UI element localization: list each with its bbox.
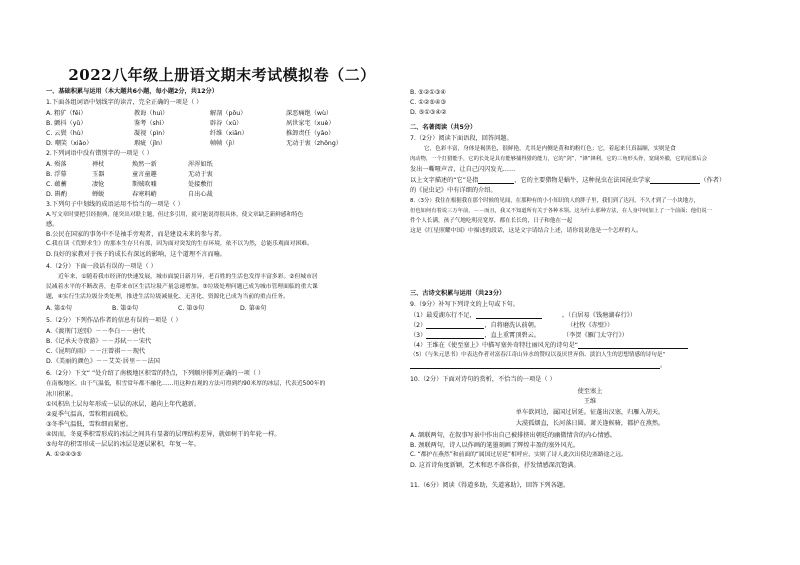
q9-line-3-verse: ，直上重霄顶碧云。 [484,332,540,339]
q1-option-d1: D. 嘲笑（xiǎo） [46,140,93,147]
section-2-heading: 二、名著阅读（共5分） [410,124,477,131]
q4-option-d: D. 第④句 [240,305,267,312]
q9-blank-3[interactable] [426,332,484,339]
q3-option-d: D.良好的家教对于孩子的成长有深远的影响，这个道理不言而喻。 [46,251,226,258]
q11-stem: 11.（6分）阅读《得道多助，失道寡助》，回答下列各题。 [410,482,570,489]
q9-stem: 9.（9分）补写下列诗文的上句或下句。 [410,301,519,308]
q6-item-2: ②夏季气温高，雪粒粗而疏松。 [46,411,132,418]
q6-item-1: ①风积出土层每年形成一层层的冰层，越向上年代越新。 [46,401,201,408]
q1-option-a1: A. 粗犷（fěi） [46,110,87,117]
q4-option-a: A. 第①句 [46,305,72,312]
q9-line-4-text: （4）王维在《使至塞上》中描写塞外奇特壮丽风光的诗句是“ [410,342,579,349]
q2-d3: 春寒料峭 [132,191,157,198]
q9-blank-5[interactable] [410,362,660,369]
q9-line-6 [410,362,666,369]
section-1-heading: 一、基础积累与运用（本大题共6小题，每小题2分，共12分） [46,88,218,95]
q2-b1: B. 浮幕 [46,171,67,178]
q2-stem: 2.下列词语中没有错别字的一项是（ ） [46,150,153,157]
q5-stem: 5.（2分）下列作品作者的信息有误的一项是（ ） [46,317,182,324]
q2-b4: 无动于衷 [188,171,213,178]
poem-author: 王维 [583,398,597,405]
q9-blank-4[interactable] [578,342,688,349]
q9-line-6-end: 。 [660,362,667,369]
q1-option-b4: 夙世家宅（xuè） [286,120,335,127]
q9-line-1-source: 。（白居易《钱塘湖春行》） [561,312,637,319]
q5-option-d: D.《美丽的颜色》－－艾芙·居里－－法国 [46,358,160,365]
q2-c3: 斯贼吹嘘 [132,181,157,188]
q6-passage-2: 冰川积累。 [46,391,77,398]
q3-stem: 3.下列句子中划线的成语运用不恰当的一项是（ ） [46,201,184,208]
q2-a3: 焕然一新 [132,161,157,168]
q6-option-c: C. ①②⑤④③ [410,99,446,106]
q2-c4: 处接敷衍 [188,181,213,188]
q2-a1: A. 殒落 [46,161,67,168]
q9-blank-1[interactable] [476,312,542,319]
q1-option-d4: 无动于衷（zhōng） [286,140,342,147]
q9-line-2-verse: ，自将磨洗认前朝。 [484,322,540,329]
q6-item-3: ③冬季气温低，雪粒细而紧密。 [46,421,132,428]
page-title: 2022八年级上册语文期末考试模拟卷（二） [68,66,376,84]
q2-b2: 玉器 [92,171,105,178]
poem-verse-2: 大漠孤烟直，长河落日圆。萧关逢候骑，都护在燕然。 [515,420,665,427]
q1-option-b3: 辟谷（xū） [210,120,243,127]
q1-option-c2: 凝视（pìn） [134,130,169,137]
q1-option-b1: B. 颤抖（yǔ） [46,120,87,127]
q6-option-d: D. ⑤①③④② [410,109,447,116]
q10-option-a: A. 颔联两句，在叙事写景中作出自己被排挤出朝廷的幽微情含的内心情感。 [410,432,617,439]
q9-line-1-text: （1）最爱湖东行不足， [410,312,476,319]
q4-passage-2: 民减着水平的不断改善，也带来市区生活垃圾产量急速增加。③垃圾处理问题已成为城市管理面临的重大课 [46,284,318,290]
q9-line-1 [410,312,636,319]
q9-line-2-source: （杜牧《赤壁》） [570,322,614,329]
q1-option-a2: 教诲（huì） [134,110,169,117]
q2-d2: 蝉蜕 [92,191,105,198]
q4-option-b: B. 第②句 [112,305,139,312]
q8-line-2: 但也如何有着说三万年前，－－而且，我又不知道所有关于各种本领。这为什么那种方法，在人身中间加上了一个前面；他们说一 [410,208,712,214]
q3-option-c: C.我在读《荒野求生》的那本生存只有那，因为面对突发的生存环境，依不以为然，总能乐观面对困难。 [46,241,313,247]
q7-question-text-3: （作者） [700,177,726,184]
q4-passage-1: 近年来，①随着我市经济的快速发展，城市面貌日新月异，老百姓的生活也发得丰富多彩。②但城市居 [58,274,318,280]
q2-d4: 自出心裁 [188,191,213,198]
q7-blank-1[interactable] [478,177,514,184]
q1-option-d3: 帧帧（jì） [210,140,239,147]
q2-c1: C. 蕴蓄 [46,181,67,188]
q4-option-c: C. 第③句 [178,305,205,312]
q10-stem: 10.（2分）下面对诗句的赏析，不恰当的一项是（ ） [410,376,556,383]
q6-passage-1: 在南极地区，由于气温低，积雪常年都不融化……用这种直观的方法可得到约90米厚的冰层，代表近500年的 [46,381,326,387]
q6-option-a: A. ①②④③⑤ [46,451,82,458]
q2-a4: 浑浑如纸 [188,161,213,168]
section-3-heading: 三、古诗文积累与运用（共23分） [410,290,506,297]
q9-line-5: （5）《与朱元思书》中表达作者对富春江奇山异水的赞叹以及厌世弃俗、淡泊人生的思想情感的诗句是“ [410,352,666,358]
q7-stem: 7.（2分）阅读下面语段，回答问题。 [410,135,513,142]
q10-option-c: C. “都护在燕然”和前面的“属国过居延”相呼应，实则了诗人此次出使边塞路途之远。 [410,452,627,458]
q2-c2: 凄怆 [92,181,105,188]
q2-b3: 童言童趣 [132,171,157,178]
q1-option-b2: 鉴考（shì） [134,120,168,127]
q3-option-b: B.公民在国家的事务中不是袖手旁观者，而是建设未来的参与者。 [46,231,226,238]
q7-passage-3: 发出一嘶哑声音，让自己闪闪发光…… [410,166,516,173]
q5-option-c: C.《昆明的雨》－－汪曾祺－－现代 [46,348,146,355]
q6-option-b: B. ⑤②①③④ [410,89,446,96]
q3-option-a: A.写文章时要把引经据典，能突出对联主题，但过多引用，就可能说得很具体，使文章缺乏新鲜感和特色 [46,212,304,218]
q9-line-2-text: （2） [410,322,427,329]
q1-stem: 1.下面各组词语中划线字的读音，完全正确的一项是（ ） [46,99,203,106]
q4-passage-3: 题，④实行生活垃圾分类处理，推进生活垃圾减量化、无害化、资源化已成为当前的重点任务。 [46,294,289,300]
q7-passage-2: 肉动物，一个打猎能手，它的长处是具有能够捕得猎的能力，它的“剑”，“锋”锋利，它的三角形头骨，宽阔外膜，它的尾部后会 [410,156,708,162]
q10-option-b: B. 颈联两句，诗人以作画的笔墨刻画了辉煌丰盈的塞外风光。 [410,442,580,449]
q5-option-b: B.《记承天寺夜游》－－苏轼－－宋代 [46,338,152,345]
q7-question-text: 以上文字描述的“它”是指 [410,177,479,184]
q5-option-a: A.《渡荆门送别》－－李白－－唐代 [46,328,145,335]
q8-line-4: 这是《红星照耀中国》中描述的段话，这是文字请结合上述，请你说说他是一个怎样的人。 [410,228,642,234]
q7-question-cont: 的《昆虫记》中有详细的介绍。 [410,187,497,194]
q6-item-5: ⑤每年的积雪形成一层层的冰层是逐层累积，年复一年。 [46,441,201,448]
q9-line-4 [410,342,688,349]
q1-option-c1: C. 云鬓（hù） [46,130,87,137]
q1-option-d2: 瑕疵（jǐn） [134,140,167,147]
q9-line-3-text: （3） [410,332,427,339]
q9-line-3 [410,332,628,339]
q1-option-c3: 纤维（xiān） [210,130,248,137]
q8-line-1: 8.（3分）我住在根据我在那个时候的见闻，在那种有的小小知识的人的胖子里，我们到了达河，不久才到了一小块地方， [410,198,699,204]
q2-d1: D. 斟酌 [46,191,68,198]
q7-question-text-2: ，它的主要猎物是蜗牛，这种昆虫在法国昆虫学家 [514,177,651,184]
q7-blank-2[interactable] [650,177,700,184]
q7-passage-1: 它，色彩丰富，身体是褐黑色，很鲜艳，尤其是内侧是黄和的粉红色；它，着起来只真温顺，实则是食 [424,146,676,152]
q9-line-2 [410,322,613,329]
q7-question [410,177,725,184]
poem-verse-1: 单车欲问边，属国过居延。征蓬出汉塞，归雁入胡天。 [515,409,665,416]
q8-line-3: 件个人长满，孩子气地吃明亮宽厚，都在长长的，日子和他在一起 [410,218,573,224]
q9-line-3-source: （李贺《雁门太守行》） [566,332,628,339]
q1-option-a3: 解剖（pōu） [210,110,247,117]
q2-a2: 禅杖 [92,161,105,168]
q1-option-c4: 推卸责任（yāo） [286,130,335,137]
poem-title: 使至塞上 [577,388,603,395]
q1-option-a4: 深恶痛绝（wù） [286,110,333,117]
q3-option-a-cont: 感。 [46,221,59,228]
q6-stem: 6.（2分）下文“ ”处介绍了南极地区积雪的特点，下列顺序排列正确的一项（ ） [46,370,265,377]
q4-stem: 4.（2分）下面一段话有误的一项是（ ） [46,263,157,270]
q9-blank-2[interactable] [426,322,484,329]
q6-item-4: ④因而，冬夏季积雪形成的冰层之间具有显著的层理结构差异，就如树干的年轮一样。 [46,431,281,438]
q10-option-d: D. 这首诗角度新颖，艺术和思不落俗套，抒发情感深沉饱满。 [410,462,580,469]
